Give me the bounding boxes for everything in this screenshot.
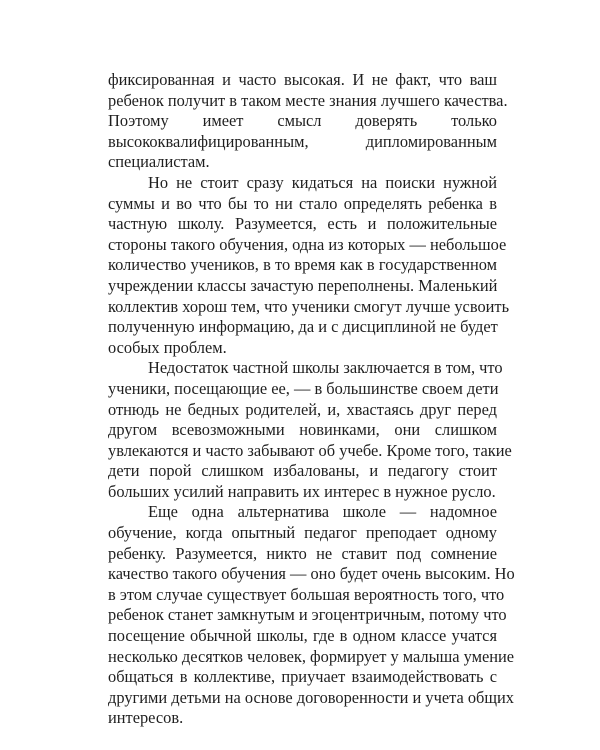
text-line: стороны такого обучения, одна из которых — небольшое xyxy=(108,234,507,254)
text-line: качество такого обучения — оно будет очень высоким. Но xyxy=(108,564,515,584)
paragraph-3 xyxy=(108,358,512,502)
text-line: интересов. xyxy=(108,708,184,728)
text-line: высококвалифицированным, дипломированным xyxy=(108,131,497,151)
text-line: общаться в коллективе, приучает взаимодействовать с xyxy=(108,667,497,687)
text-line: специалистам. xyxy=(108,152,210,172)
text-line: в этом случае существует большая вероятность того, что xyxy=(108,584,505,604)
text-line: больших усилий направить их интерес в нужное русло. xyxy=(108,481,496,501)
text-line: посещение обычной школы, где в одном классе учатся xyxy=(108,626,497,646)
text-line: другими детьми на основе договоренности и учета общих xyxy=(108,687,514,707)
text-line: несколько десятков человек, формирует у малыша умение xyxy=(108,646,515,666)
paragraph-4 xyxy=(108,502,515,729)
text-line: Поэтому имеет смысл доверять только xyxy=(108,111,497,131)
text-line: полученную информацию, да и с дисциплиной не будет xyxy=(108,317,498,337)
text-line: фиксированная и часто высокая. И не факт, что ваш xyxy=(108,70,497,89)
document-page xyxy=(108,70,515,729)
text-line: суммы и во что бы то ни стало определять ребенка в xyxy=(108,193,497,213)
text-line: особых проблем. xyxy=(108,337,227,357)
text-line: отнюдь не бедных родителей, и, хвастаясь друг перед xyxy=(108,399,497,419)
text-line: обучение, когда опытный педагог преподает одному xyxy=(108,523,497,543)
text-line: Недостаток частной школы заключается в том, что xyxy=(148,358,503,378)
text-line: коллектив хорош тем, что ученики смогут лучше усвоить xyxy=(108,296,510,316)
text-line: дети порой слишком избалованы, и педагогу стоит xyxy=(108,461,497,481)
text-line: ученики, посещающие ее, — в большинстве своем дети xyxy=(108,378,499,398)
text-line: ребенок станет замкнутым и эгоцентричным, потому что xyxy=(108,605,507,625)
text-line: Еще одна альтернатива школе — надомное xyxy=(148,502,497,522)
text-line: увлекаются и часто забывают об учебе. Кроме того, такие xyxy=(108,440,512,460)
text-line: учреждении классы зачастую переполнены. Маленький xyxy=(108,275,498,295)
paragraph-1 xyxy=(108,70,508,173)
text-line: частную школу. Разумеется, есть и положительные xyxy=(108,214,497,234)
text-line: количество учеников, в то время как в государственном xyxy=(108,255,497,275)
text-line: ребенку. Разумеется, никто не ставит под сомнение xyxy=(108,543,497,563)
paragraph-2 xyxy=(108,172,510,358)
text-line: ребенок получит в таком месте знания лучшего качества. xyxy=(108,90,508,110)
text-line: другом всевозможными новинками, они слишком xyxy=(108,420,497,440)
text-line: Но не стоит сразу кидаться на поиски нужной xyxy=(148,172,497,192)
